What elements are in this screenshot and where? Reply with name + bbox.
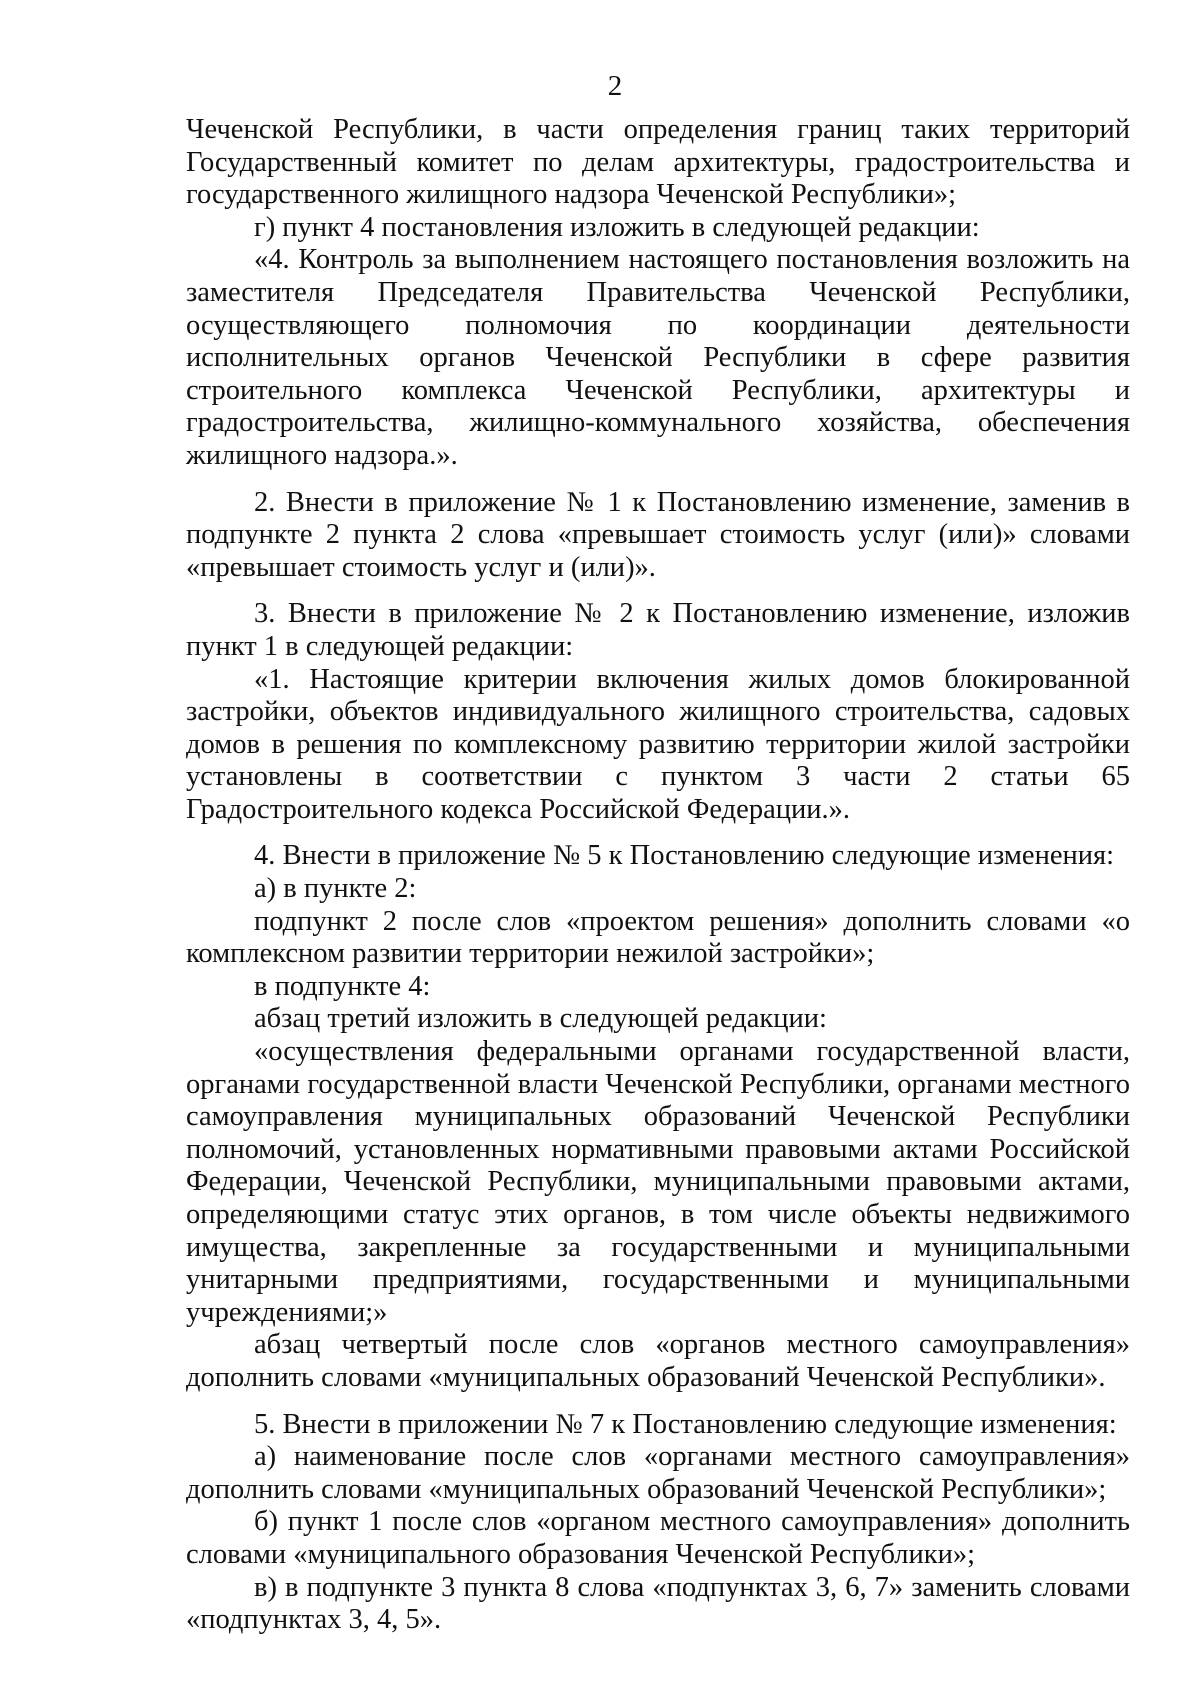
paragraph-subpoint-2: подпункт 2 после слов «проектом решения» дополнить словами «о комплексном развитии территории нежилой застройки»; [186, 905, 1130, 970]
document-body [186, 114, 1130, 1637]
paragraph-item-5-b: б) пункт 1 после слов «органом местного самоуправления» дополнить словами «муниципального образования Чеченской Республики»; [186, 1506, 1130, 1570]
paragraph-subpoint-4: в подпункте 4: [254, 970, 431, 1002]
paragraph-quoted-item-4: «4. Контроль за выполнением настоящего постановления возложить на заместителя Председателя Правительства Чеченской Республики, осуществляющего полномочия по координации деятельности исполнительных органов Чеченской Республики в сфере развития строительного комплекса Чеченской Республики, архитектуры и градостроительства, жилищно-коммунального хозяйства, обеспечения жилищного надзора.». [186, 244, 1130, 471]
paragraph-subitem-g: г) пункт 4 постановления изложить в следующей редакции: [254, 211, 980, 243]
paragraph-third-abzac: абзац третий изложить в следующей редакции: [254, 1003, 827, 1035]
paragraph-item-4: 4. Внести в приложение № 5 к Постановлению следующие изменения: [254, 840, 1115, 872]
paragraph-item-5-a: а) наименование после слов «органами местного самоуправления» дополнить словами «муниципальных образований Чеченской Республики»; [186, 1441, 1130, 1505]
paragraph-quoted-item-1: «1. Настоящие критерии включения жилых домов блокированной застройки, объектов индивидуального жилищного строительства, садовых домов в решения по комплексному развитию территории жилой застройки установлены в соответствии с пунктом 3 части 2 статьи 65 Градостроительного кодекса Российской Федерации.». [186, 663, 1130, 825]
paragraph-fourth-abzac: абзац четвертый после слов «органов местного самоуправления» дополнить словами «муниципальных образований Чеченской Республики». [186, 1329, 1130, 1393]
paragraph-item-3: 3. Внести в приложение № 2 к Постановлению изменение, изложив пункт 1 в следующей редакции: [186, 598, 1130, 662]
paragraph-item-5: 5. Внести в приложении № 7 к Постановлению следующие изменения: [254, 1408, 1117, 1440]
page-number: 2 [607, 70, 623, 102]
paragraph-subitem-a: а) в пункте 2: [254, 873, 417, 905]
paragraph-quoted-abzac: «осуществления федеральными органами государственной власти, органами государственной власти Чеченской Республики, органами местного самоуправления муниципальных образований Чеченской Республики полномочий, установленных нормативными правовыми актами Российской Федерации, Чеченской Республики, муниципальными правовыми актами, определяющими статус этих органов, в том числе объекты недвижимого имущества, закрепленные за государственными и муниципальными унитарными предприятиями, государственными и муниципальными учреждениями;» [186, 1036, 1130, 1328]
paragraph-item-5-v: в) в подпункте 3 пункта 8 слова «подпунктах 3, 6, 7» заменить словами «подпунктах 3, 4, 5». [186, 1571, 1130, 1636]
paragraph-item-2: 2. Внести в приложение № 1 к Постановлению изменение, заменив в подпункте 2 пункта 2 слова «превышает стоимость услуг (или)» словами «превышает стоимость услуг и (или)». [186, 486, 1130, 583]
paragraph-continuation: Чеченской Республики, в части определения границ таких территорий Государственный комитет по делам архитектуры, градостроительства и государственного жилищного надзора Чеченской Республики»; [186, 114, 1130, 211]
